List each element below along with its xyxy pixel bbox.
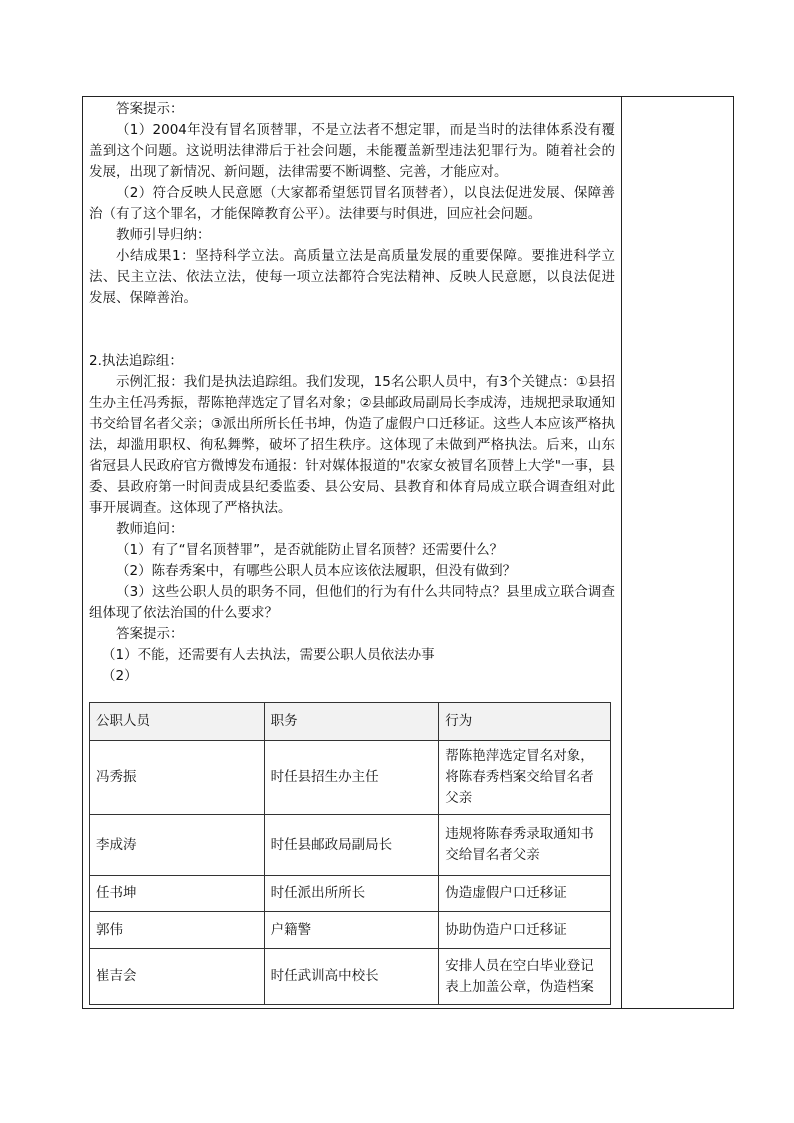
table-cell: 违规将陈春秀录取通知书交给冒名者父亲: [439, 815, 611, 876]
table-cell: 协助伪造户口迁移证: [439, 912, 611, 949]
lesson-content: [89, 99, 615, 687]
spacer: [89, 309, 615, 351]
table-row: [90, 949, 611, 1005]
table-cell: 帮陈艳萍选定冒名对象，将陈春秀档案交给冒名者父亲: [439, 741, 611, 815]
table-cell: 李成涛: [90, 815, 265, 876]
column-divider: [621, 97, 622, 1008]
table-cell: 时任县邮政局副局长: [264, 815, 439, 876]
answer: （1）不能，还需要有人去执法，需要公职人员依法办事: [102, 647, 435, 663]
table-cell: 安排人员在空白毕业登记表上加盖公章，伪造档案: [439, 949, 611, 1005]
paragraph: （2）符合反映人民意愿（大家都希望惩罚冒名顶替者），以良法促进发展、保障善治（有了这个罪名，才能保障教育公平）。法律要与时俱进，回应社会问题。: [89, 185, 615, 222]
table-cell: 时任武训高中校长: [264, 949, 439, 1005]
paragraph: 答案提示：: [116, 101, 184, 117]
section-heading: 2.执法追踪组：: [89, 353, 183, 369]
lesson-plan-frame: [82, 96, 734, 1009]
paragraph: 教师追问：: [116, 521, 184, 537]
table-cell: 郭伟: [90, 912, 265, 949]
paragraph: 示例汇报：我们是执法追踪组。我们发现，15名公职人员中，有3个关键点：①县招生办主任冯秀振，帮陈艳萍选定了冒名对象；②县邮政局副局长李成涛，违规把录取通知书交给冒名者父亲；③派出所所长任书坤，伪造了虚假户口迁移证。这些人本应该严格执法，却滥用职权、徇私舞弊，破坏了招生秩序。这体现了未做到严格执法。后来，山东省冠县人民政府官方微博发布通报：针对媒体报道的"农家女被冒名顶替上大学"一事，县委、县政府第一时间责成县纪委监委、县公安局、县教育和体育局成立联合调查组对此事开展调查。这体现了严格执法。: [89, 374, 615, 516]
table-cell: 崔吉会: [90, 949, 265, 1005]
table-row: [90, 912, 611, 949]
table-cell: 户籍警: [264, 912, 439, 949]
table-cell: 冯秀振: [90, 741, 265, 815]
question: （1）有了“冒名顶替罪”，是否就能防止冒名顶替？还需要什么？: [116, 542, 504, 558]
table-row: [90, 741, 611, 815]
table-cell: 任书坤: [90, 876, 265, 912]
officials-table: [89, 702, 611, 1005]
answer: （2）: [102, 668, 138, 684]
column-header: 公职人员: [90, 703, 265, 741]
paragraph: （1）2004年没有冒名顶替罪，不是立法者不想定罪，而是当时的法律体系没有覆盖到这个问题。这说明法律滞后于社会问题，未能覆盖新型违法犯罪行为。随着社会的发展，出现了新情况、新问题，法律需要不断调整、完善，才能应对。: [89, 122, 615, 180]
table-row: [90, 876, 611, 912]
table-header-row: [90, 703, 611, 741]
paragraph: 教师引导归纳：: [116, 227, 211, 243]
question: （2）陈春秀案中，有哪些公职人员本应该依法履职，但没有做到？: [116, 563, 517, 579]
question: （3）这些公职人员的职务不同，但他们的行为有什么共同特点？县里成立联合调查组体现了依法治国的什么要求？: [89, 584, 615, 621]
column-header: 行为: [439, 703, 611, 741]
table-row: [90, 815, 611, 876]
paragraph: 答案提示：: [116, 626, 184, 642]
table-cell: 伪造虚假户口迁移证: [439, 876, 611, 912]
column-header: 职务: [264, 703, 439, 741]
table-cell: 时任县招生办主任: [264, 741, 439, 815]
table-cell: 时任派出所所长: [264, 876, 439, 912]
summary-paragraph: 小结成果1：坚持科学立法。高质量立法是高质量发展的重要保障。要推进科学立法、民主立法、依法立法，使每一项立法都符合宪法精神、反映人民意愿，以良法促进发展、保障善治。: [89, 248, 615, 306]
